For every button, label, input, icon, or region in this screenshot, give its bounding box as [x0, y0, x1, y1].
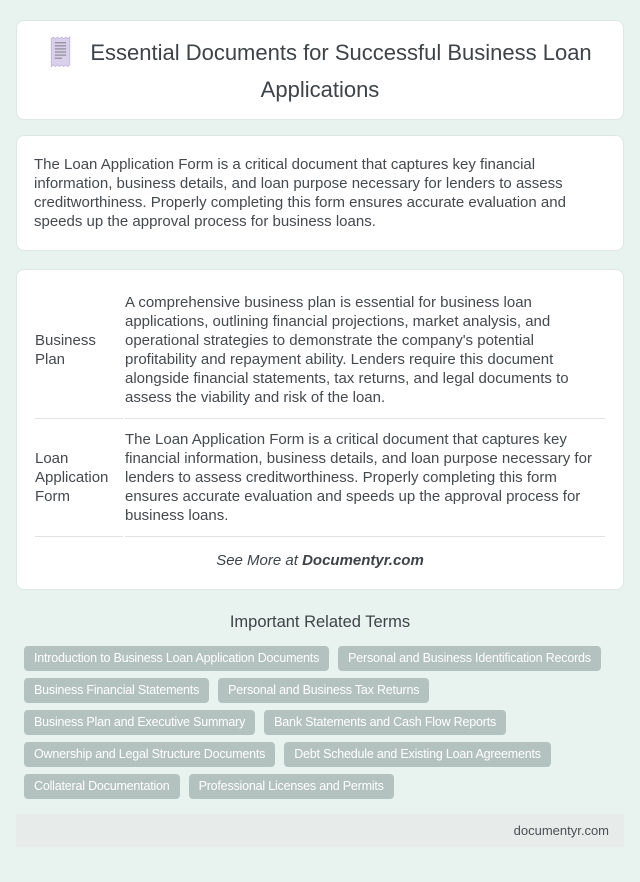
related-terms-list: [16, 646, 624, 799]
related-term-chip[interactable]: Professional Licenses and Permits: [189, 774, 394, 799]
documents-table: [33, 282, 607, 537]
pill-row: [24, 774, 616, 799]
pill-row: [24, 710, 616, 735]
related-term-chip[interactable]: Business Plan and Executive Summary: [24, 710, 255, 735]
page-title-text: Essential Documents for Successful Business Loan Applications: [90, 39, 592, 102]
intro-card: [16, 135, 624, 251]
definitions-card: [16, 269, 624, 590]
related-term-chip[interactable]: Debt Schedule and Existing Loan Agreements: [284, 742, 551, 767]
term-description-cell: The Loan Application Form is a critical document that captures key financial information, business details, and loan purpose necessary for lenders to assess creditworthiness. Properly completing this form ensures accurate evaluation and speeds up the approval process for business loans.: [125, 419, 605, 537]
footer-site-text: documentyr.com: [513, 823, 609, 838]
intro-paragraph: The Loan Application Form is a critical document that captures key financial information, business details, and loan purpose necessary for lenders to assess creditworthiness. Properly completing this form ensures accurate evaluation and speeds up the approval process for business loans.: [34, 156, 566, 230]
related-term-chip[interactable]: Personal and Business Identification Records: [338, 646, 601, 671]
loan-documents-page: [0, 20, 640, 847]
see-more-site: Documentyr.com: [302, 552, 424, 569]
pill-row: [24, 646, 616, 671]
related-terms-heading: Important Related Terms: [229, 613, 411, 631]
term-name-cell: Loan Application Form: [35, 419, 123, 537]
pill-row: [24, 678, 616, 703]
term-name-cell: Business Plan: [35, 282, 123, 419]
related-term-chip[interactable]: Collateral Documentation: [24, 774, 180, 799]
footer-bar: [16, 814, 624, 847]
receipt-icon: [48, 36, 73, 75]
title-card: [16, 20, 624, 120]
page-title: [17, 36, 623, 105]
related-term-chip[interactable]: Business Financial Statements: [24, 678, 209, 703]
table-row: [35, 419, 605, 537]
table-row: [35, 282, 605, 419]
term-description-cell: A comprehensive business plan is essential for business loan applications, outlining financial projections, market analysis, and operational strategies to demonstrate the company's potential profitability and repayment ability. Lenders require this document alongside financial statements, tax returns, and legal documents to assess the viability and risk of the loan.: [125, 282, 605, 419]
see-more-text: See More at: [216, 552, 298, 569]
related-term-chip[interactable]: Bank Statements and Cash Flow Reports: [264, 710, 506, 735]
pill-row: [24, 742, 616, 767]
related-term-chip[interactable]: Ownership and Legal Structure Documents: [24, 742, 275, 767]
related-term-chip[interactable]: Personal and Business Tax Returns: [218, 678, 429, 703]
see-more-line: [33, 552, 607, 569]
related-term-chip[interactable]: Introduction to Business Loan Application Documents: [24, 646, 329, 671]
